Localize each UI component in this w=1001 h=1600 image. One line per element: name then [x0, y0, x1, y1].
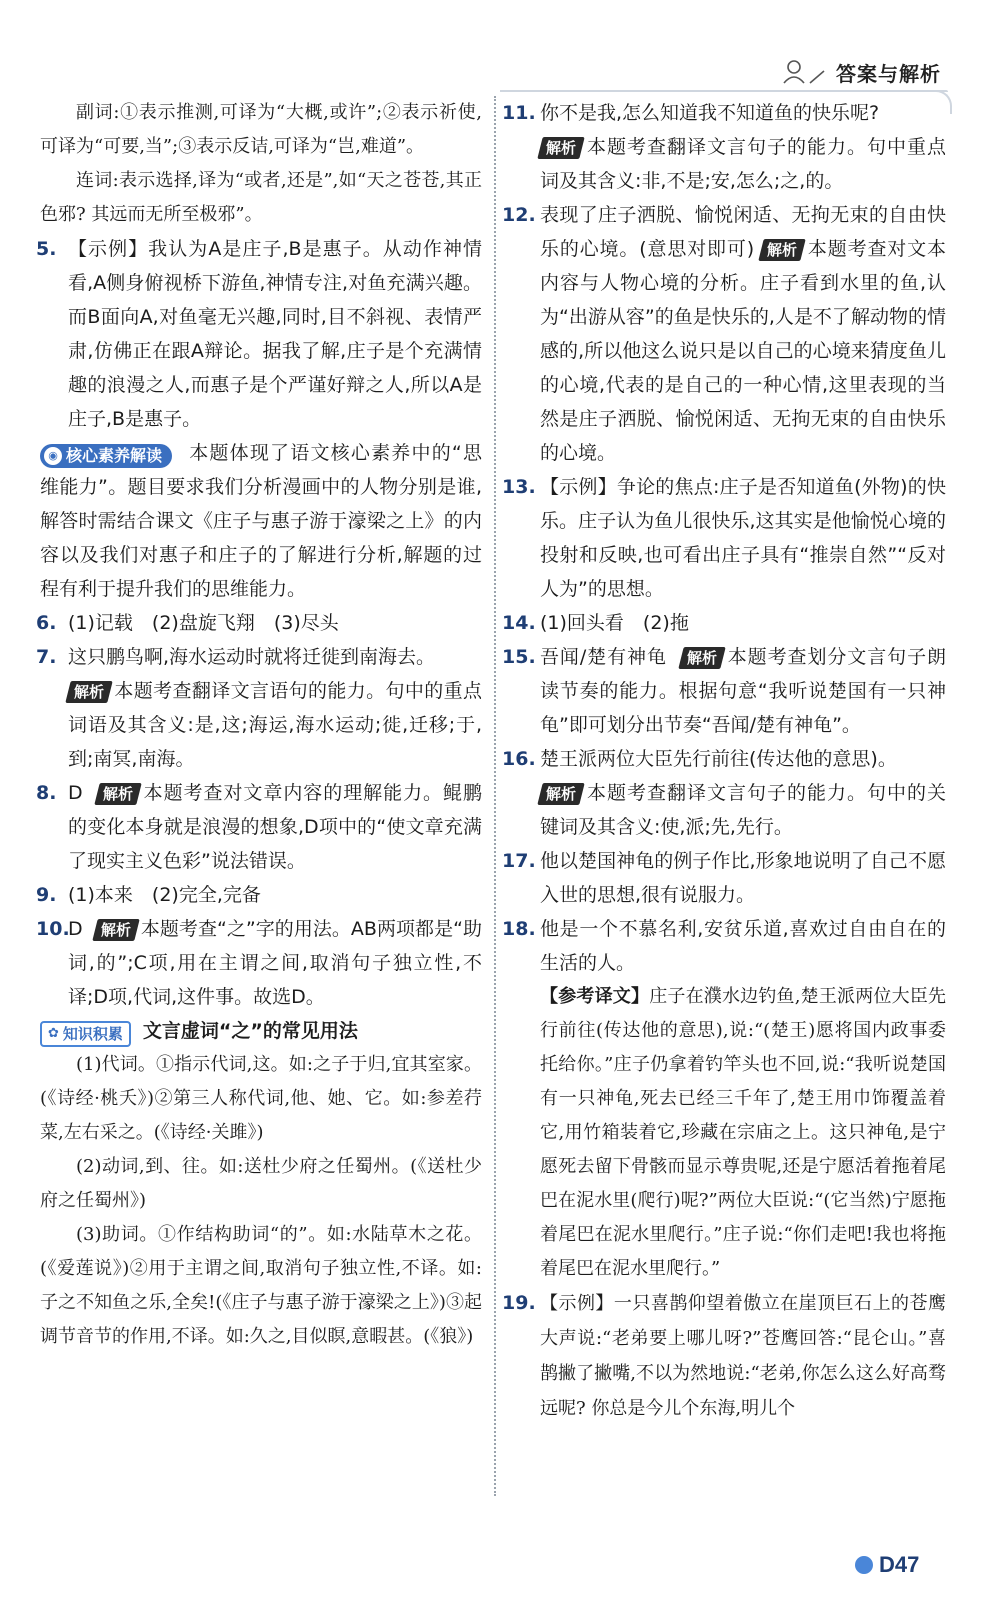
- right-column: [502, 96, 947, 1426]
- answer-11: 11. 你不是我,怎么知道我不知道鱼的快乐呢? 解析 本题考查翻译文言句子的能力。句中重点词及其含义:非,不是;安,怎么;之,的。: [502, 102, 946, 192]
- knowledge-item-2: (2)动词,到、往。如:送杜少府之任蜀州。(《送杜少府之任蜀州》): [40, 1156, 482, 1211]
- answer-13: 13. 【示例】争论的焦点:庄子是否知道鱼(外物)的快乐。庄子认为鱼儿很快乐,这其实是他愉悦心境的投射和反映,也可看出庄子具有“推崇自然”“反对人为”的思想。: [502, 476, 946, 600]
- answer-number: 5.: [36, 238, 57, 260]
- answer-6: 6. (1)记载 (2)盘旋飞翔 (3)尽头: [36, 612, 339, 634]
- knowledge-icon: ✿: [48, 1026, 59, 1041]
- page-number: D47: [879, 1552, 920, 1577]
- reader-icon: [780, 57, 826, 87]
- answer-text: 【示例】我认为A是庄子,B是惠子。从动作神情看,A侧身俯视桥下游鱼,神情专注,对鱼充满兴趣。而B面向A,对鱼毫无兴趣,同时,目不斜视、表情严肃,仿佛正在跟A辩论。据我了解,庄子是个充满情趣的浪漫之人,而惠子是个严谨好辩之人,所以A是庄子,B是惠子。: [68, 238, 482, 430]
- answer-7: 7. 这只鹏鸟啊,海水运动时就将迁徙到南海去。 解析 本题考查翻译文言语句的能力。句中的重点词语及其含义:是,这;海运,海水运动;徙,迁移;于,到;南冥,南海。: [36, 646, 482, 770]
- analysis-badge: 解析: [65, 681, 113, 703]
- reference-translation: 【参考译文】庄子在濮水边钓鱼,楚王派两位大臣先行前往(传达他的意思),说:“(楚王)愿将国内政事委托给你。”庄子仍拿着钓竿头也不回,说:“我听说楚国有一只神龟,死去已经三千年了,楚王用巾饰覆盖着它,用竹箱装着它,珍藏在宗庙之上。这只神龟,是宁愿死去留下骨骸而显示尊贵呢,还是宁愿活着拖着尾巴在泥水里(爬行)呢?”两位大臣说:“(它当然)宁愿拖着尾巴在泥水里爬行。”庄子说:“你们走吧!我也将拖着尾巴在泥水里爬行。”: [540, 986, 947, 1279]
- answer-5: [36, 232, 482, 436]
- header-rule: [500, 90, 948, 92]
- column-divider: [494, 96, 496, 1496]
- core-literacy-text: 本题体现了语文核心素养中的“思维能力”。题目要求我们分析漫画中的人物分别是谁,解答时需结合课文《庄子与惠子游于濠梁之上》的内容以及我们对惠子和庄子的了解进行分析,解题的过程有利于提升我们的思维能力。: [40, 442, 482, 600]
- answer-10: 10. D 解析 本题考查“之”字的用法。AB两项都是“助词,的”;C项,用在主谓之间,取消句子独立性,不译;D项,代词,这件事。故选D。: [36, 918, 482, 1008]
- core-literacy: [40, 436, 482, 606]
- knowledge-heading: ✿ 知识积累 文言虚词“之”的常见用法: [40, 1014, 482, 1048]
- analysis-badge: 解析: [758, 239, 806, 261]
- knowledge-item-3: (3)助词。①作结构助词“的”。如:水陆草木之花。(《爱莲说》)②用于主谓之间,取消句子独立性,不译。如:子之不知鱼之乐,全矣!(《庄子与惠子游于濠梁之上》)③起调节音节的作用,不译。如:久之,目似瞑,意暇甚。(《狼》): [40, 1224, 482, 1347]
- core-icon: ◉: [44, 447, 62, 465]
- answer-15: 15. 吾闻/楚有神龟 解析 本题考查划分文言句子朗读节奏的能力。根据句意“我听说楚国有一只神龟”即可划分出节奏“吾闻/楚有神龟”。: [502, 646, 946, 736]
- usage-conjunction: 连词:表示选择,译为“或者,还是”,如“天之苍苍,其正色邪? 其远而无所至极邪”。: [40, 170, 482, 225]
- analysis-badge: 解析: [537, 137, 585, 159]
- reference-label: 【参考译文】: [540, 986, 650, 1007]
- analysis-badge: 解析: [678, 647, 726, 669]
- answer-9: 9. (1)本来 (2)完全,完备: [36, 884, 261, 906]
- answer-17: 17. 他以楚国神龟的例子作比,形象地说明了自己不愿入世的思想,很有说服力。: [502, 850, 946, 906]
- answer-16: 16. 楚王派两位大臣先行前往(传达他的意思)。 解析 本题考查翻译文言句子的能力。句中的关键词及其含义:使,派;先,先行。: [502, 748, 946, 838]
- answer-12: 12. 表现了庄子洒脱、愉悦闲适、无拘无束的自由快乐的心境。(意思对即可) 解析 本题考查对文本内容与人物心境的分析。庄子看到水里的鱼,认为“出游从容”的鱼是快乐的,人是不了解动物的情感的,所以他这么说只是以自己的心境来猜度鱼儿的心境,代表的是自己的一种心情,这里表现的当然是庄子洒脱、愉悦闲适、无拘无束的自由快乐的心境。: [502, 204, 946, 464]
- analysis-badge: 解析: [92, 919, 140, 941]
- core-literacy-badge: ◉ 核心素养解读: [40, 444, 172, 468]
- section-title: 答案与解析: [836, 61, 941, 86]
- analysis-badge: 解析: [94, 783, 142, 805]
- page-header: [780, 54, 941, 90]
- page-dot-icon: [855, 1556, 873, 1574]
- knowledge-badge: ✿ 知识积累: [40, 1021, 131, 1047]
- analysis-badge: 解析: [537, 783, 585, 805]
- knowledge-item-1: (1)代词。①指示代词,这。如:之子于归,宜其室家。(《诗经·桃夭》)②第三人称代词,他、她、它。如:参差荇菜,左右采之。(《诗经·关雎》): [40, 1054, 482, 1143]
- answer-18: 18. 他是一个不慕名利,安贫乐道,喜欢过自由自在的生活的人。: [502, 918, 946, 974]
- answer-19: 19. 【示例】一只喜鹊仰望着傲立在崖顶巨石上的苍鹰大声说:“老弟要上哪儿呀?”苍鹰回答:“昆仑山。”喜鹊撇了撇嘴,不以为然地说:“老弟,你怎么这么好高骛远呢? 你总是今儿个东海,明儿个: [502, 1292, 946, 1419]
- page-footer: [855, 1552, 919, 1578]
- answer-14: 14. (1)回头看 (2)拖: [502, 612, 689, 634]
- usage-adverb: 副词:①表示推测,可译为“大概,或许”;②表示祈使,可译为“可要,当”;③表示反诘,可译为“岂,难道”。: [40, 102, 482, 157]
- left-column: [36, 96, 482, 1354]
- answer-8: 8. D 解析 本题考查对文章内容的理解能力。鲲鹏的变化本身就是浪漫的想象,D项中的“使文章充满了现实主义色彩”说法错误。: [36, 782, 482, 872]
